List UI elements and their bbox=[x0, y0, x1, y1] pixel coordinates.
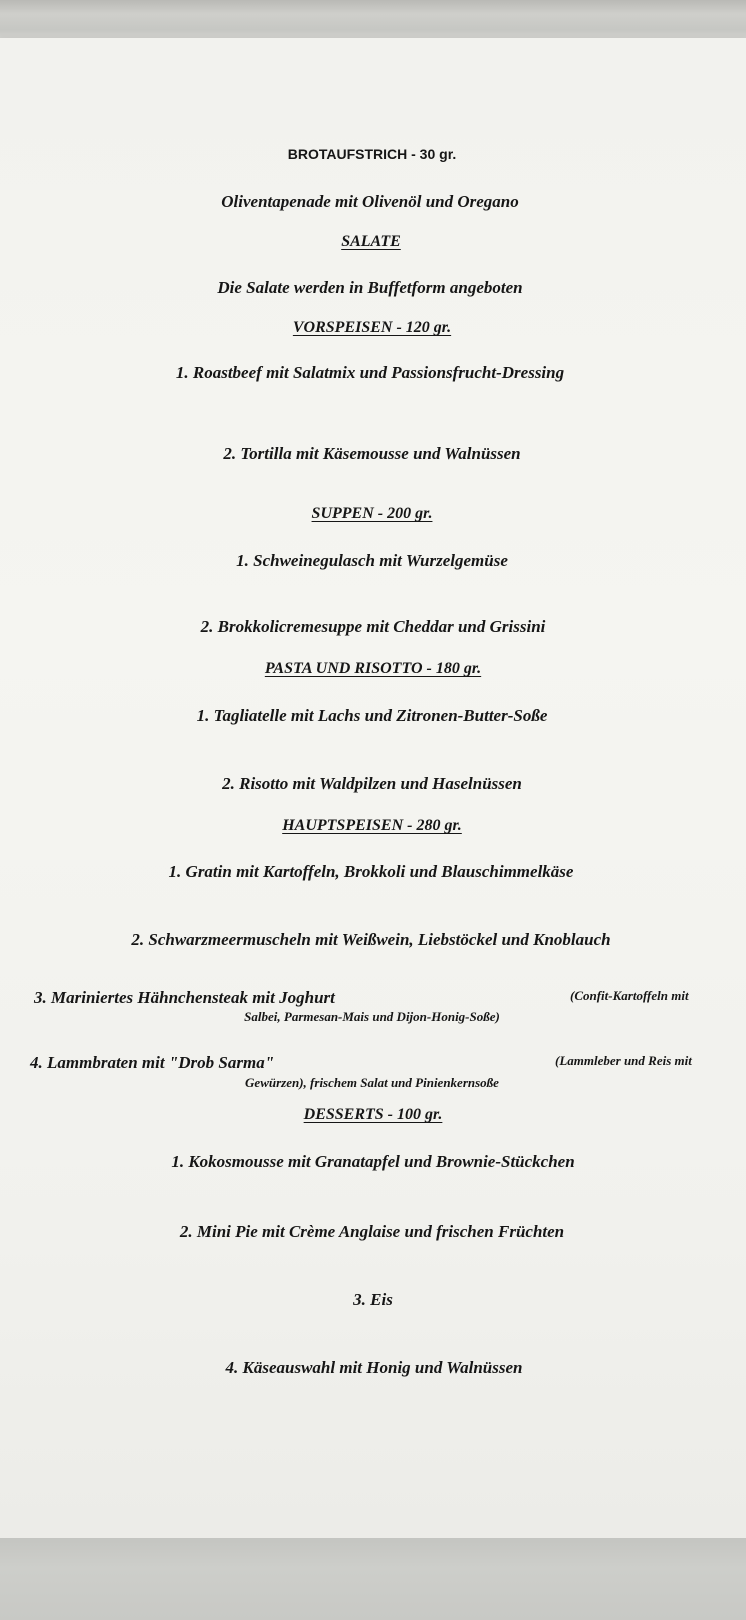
item-pasta-2: 2. Risotto mit Waldpilzen und Haselnüssen bbox=[222, 774, 522, 793]
item-hauptspeisen-1: 1. Gratin mit Kartoffeln, Brokkoli und Blauschimmelkäse bbox=[168, 862, 574, 881]
item-vorspeisen-2: 2. Tortilla mit Käsemousse und Walnüssen bbox=[223, 444, 521, 463]
item-salate: Die Salate werden in Buffetform angeboten bbox=[217, 278, 523, 297]
item-desserts-4: 4. Käseauswahl mit Honig und Walnüssen bbox=[225, 1358, 523, 1377]
heading-desserts: DESSERTS - 100 gr. bbox=[303, 1106, 443, 1123]
item-desserts-1: 1. Kokosmousse mit Granatapfel und Brownie-Stückchen bbox=[171, 1152, 575, 1171]
item-hauptspeisen-4-note-right: (Lammleber und Reis mit bbox=[555, 1053, 692, 1068]
item-hauptspeisen-4: 4. Lammbraten mit "Drob Sarma" bbox=[30, 1053, 275, 1072]
table-surface bbox=[0, 1538, 746, 1620]
item-desserts-2: 2. Mini Pie mit Crème Anglaise und frischen Früchten bbox=[179, 1222, 565, 1241]
heading-brotaufstrich: BROTAUFSTRICH - 30 gr. bbox=[287, 146, 457, 162]
heading-salate: SALATE bbox=[341, 233, 401, 250]
item-hauptspeisen-4-note-below: Gewürzen), frischem Salat und Pinienkernsoße bbox=[245, 1075, 499, 1090]
item-hauptspeisen-3: 3. Mariniertes Hähnchensteak mit Joghurt bbox=[34, 988, 335, 1007]
heading-suppen: SUPPEN - 200 gr. bbox=[311, 505, 433, 522]
item-suppen-2: 2. Brokkolicremesuppe mit Cheddar und Grissini bbox=[200, 617, 546, 636]
item-hauptspeisen-2: 2. Schwarzmeermuscheln mit Weißwein, Liebstöckel und Knoblauch bbox=[131, 930, 611, 949]
heading-pasta: PASTA UND RISOTTO - 180 gr. bbox=[264, 660, 482, 677]
item-pasta-1: 1. Tagliatelle mit Lachs und Zitronen-Butter-Soße bbox=[196, 706, 548, 725]
heading-hauptspeisen: HAUPTSPEISEN - 280 gr. bbox=[282, 817, 462, 834]
heading-vorspeisen: VORSPEISEN - 120 gr. bbox=[292, 319, 452, 336]
item-hauptspeisen-3-note-below: Salbei, Parmesan-Mais und Dijon-Honig-Soße) bbox=[244, 1009, 500, 1024]
item-desserts-3: 3. Eis bbox=[353, 1290, 393, 1309]
item-vorspeisen-1: 1. Roastbeef mit Salatmix und Passionsfrucht-Dressing bbox=[175, 363, 565, 382]
item-hauptspeisen-3-note-right: (Confit-Kartoffeln mit bbox=[570, 988, 689, 1003]
item-brotaufstrich: Oliventapenade mit Olivenöl und Oregano bbox=[221, 192, 519, 211]
item-suppen-1: 1. Schweinegulasch mit Wurzelgemüse bbox=[236, 551, 508, 570]
